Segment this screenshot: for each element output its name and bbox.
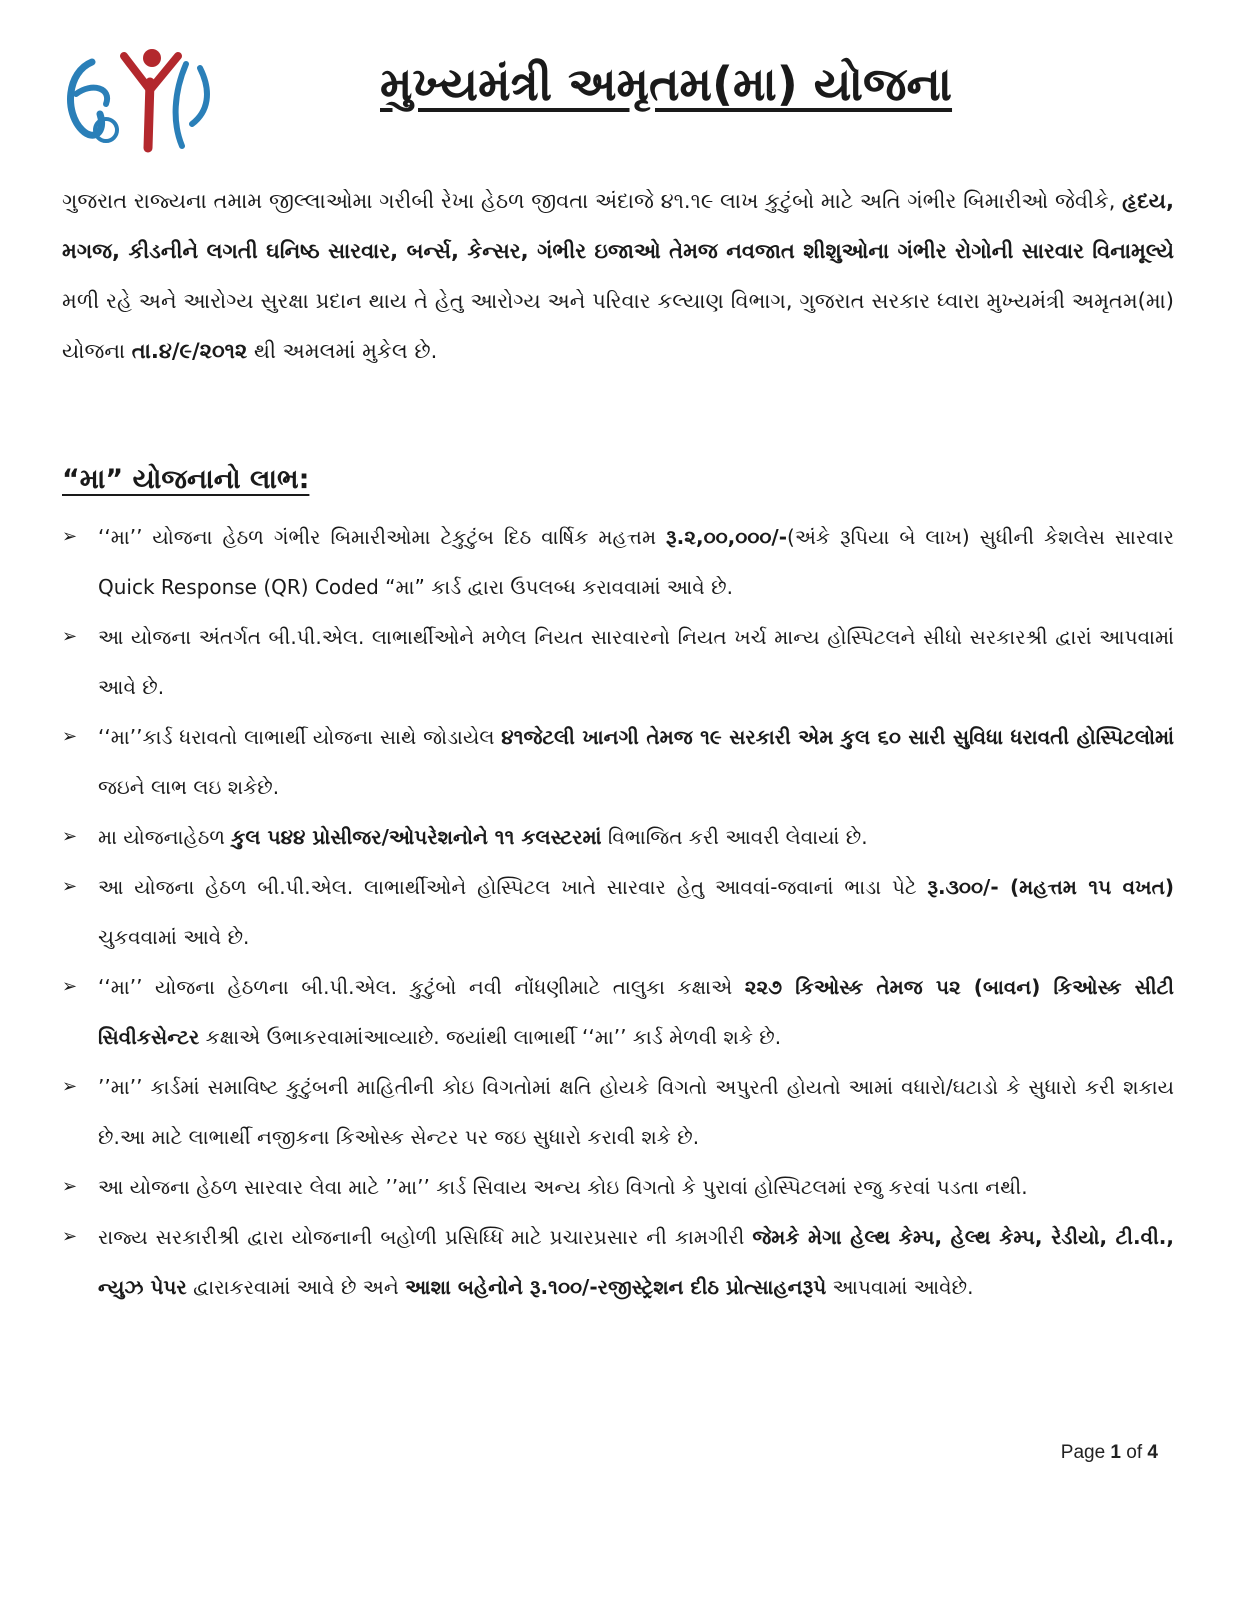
- list-item-text: રાજ્ય સરકારીશ્રી દ્વારા યોજનાની બહોળી પ્રસિધ્ધિ માટે પ્રચારપ્રસાર ની કામગીરી: [98, 1225, 753, 1249]
- list-item: [62, 1062, 1174, 1162]
- list-item: [62, 862, 1174, 962]
- list-item-text: આ યોજના હેઠળ બી.પી.એલ. લાભાર્થીઓને હોસ્પિટલ ખાતે સારવાર હેતુ આવવાં-જવાનાં ભાડા પેટે: [98, 875, 928, 899]
- list-item-text: આ યોજના અંતર્ગત બી.પી.એલ. લાભાર્થીઓને મળેલ નિયત સારવારનો નિયત ખર્ચ માન્ય હોસ્પિટલને સીધો સરકારશ્રી દ્વારાં આપવામાં આવે છે.: [98, 625, 1174, 699]
- list-item: [62, 512, 1174, 612]
- intro-text-2: મળી રહે અને આરોગ્ય સુરક્ષા પ્રદાન થાય તે હેતુ આરોગ્ય અને પરિવાર કલ્યાણ વિભાગ, ગુજરાત સરકાર ધ્વારા મુખ્યમંત્રી અમૃતમ(મા) યોજના: [62, 289, 1174, 363]
- page-footer: [1061, 1442, 1158, 1464]
- intro-bold-1: હૃદય, મગજ, કીડનીને લગતી ઘનિષ્ઠ સારવાર, બર્ન્સ, કેન્સર, ગંભીર ઇજાઓ તેમજ નવજાત શીશુઓના ગંભીર રોગોની સારવાર વિનામૂલ્યે: [62, 189, 1174, 263]
- intro-bold-2: તા.૪/૯/૨૦૧૨: [131, 339, 248, 363]
- list-item: [62, 712, 1174, 812]
- intro-paragraph: [62, 176, 1174, 376]
- list-item-text: ‘‘મા’’ યોજના હેઠળ ગંભીર બિમારીઓમા ટેકુટુંબ દિઠ વાર્ષિક મહત્તમ: [98, 525, 667, 549]
- list-item-bold: જેમકે મેગા હેલ્થ કેમ્પ, હેલ્થ કેમ્પ, રેડીયો, ટી.વી., ન્યુઝ પેપર: [98, 1225, 1174, 1299]
- arrow-bullet-icon: ➢: [62, 626, 78, 647]
- list-item-bold: ૨૨૭ કિઓસ્ક તેમજ ૫૨ (બાવન) કિઓસ્ક સીટી સિવીકસેન્ટર: [98, 975, 1175, 1049]
- list-item-bold: કુલ ૫૪૪ પ્રોસીજર/ઓપરેશનોને ૧૧ કલસ્ટરમાં: [231, 825, 602, 849]
- list-item: [62, 612, 1174, 712]
- of-label: of: [1126, 1442, 1143, 1463]
- list-item-bold: રૂ.૩૦૦/- (મહત્તમ ૧૫ વખત): [927, 875, 1174, 899]
- list-item-text: ’’મા’’ કાર્ડમાં સમાવિષ્ટ કુટુંબની માહિતીની કોઇ વિગતોમાં ક્ષતિ હોયકે વિગતો અપુરતી હોયતો આમાં વધારો/ઘટાડો કે સુધારો કરી શકાય છે.આ માટે લાભાર્થી નજીકના કિઓસ્ક સેન્ટર પર જઇ સુધારો કરાવી શકે છે.: [98, 1075, 1174, 1149]
- list-item-text: ચુકવવામાં આવે છે.: [98, 925, 250, 949]
- list-item-text: ‘‘મા’’કાર્ડ ધરાવતો લાભાર્થી યોજના સાથે જોડાયેલ: [98, 725, 502, 749]
- intro-text-1: ગુજરાત રાજ્યના તમામ જીલ્લાઓમા ગરીબી રેખા હેઠળ જીવતા અંદાજે ૪૧.૧૯ લાખ કુટુંબો માટે અતિ ગંભીર બિમારીઓ જેવીકે,: [62, 189, 1123, 213]
- list-item-text: આ યોજના હેઠળ સારવાર લેવા માટે ’’મા’’ કાર્ડ સિવાય અન્ય કોઇ વિગતો કે પુરાવાં હોસ્પિટલમાં રજુ કરવાં પડતા નથી.: [98, 1175, 1028, 1199]
- list-item-text: આપવામાં આવેછે.: [826, 1275, 974, 1299]
- list-item-text: કક્ષાએ ઉભાકરવામાંઆવ્યાછે. જયાંથી લાભાર્થી ‘‘મા’’ કાર્ડ મેળવી શકે છે.: [199, 1025, 782, 1049]
- arrow-bullet-icon: ➢: [62, 1176, 78, 1197]
- list-item: [62, 1212, 1174, 1312]
- list-item-text: (અંકે રૂપિયા બે લાખ) સુધીની કેશલેસ સારવાર Quick Response (QR) Coded “મા” કાર્ડ દ્વારા ઉપલબ્ધ કરાવવામાં આવે છે.: [98, 525, 1174, 599]
- list-item-text: ‘‘મા’’ યોજના હેઠળના બી.પી.એલ. કુટુંબો નવી નોંધણીમાટે તાલુકા કક્ષાએ: [98, 975, 745, 999]
- list-item: [62, 812, 1174, 862]
- arrow-bullet-icon: ➢: [62, 526, 78, 547]
- arrow-bullet-icon: ➢: [62, 976, 78, 997]
- page-label: Page: [1060, 1442, 1106, 1463]
- page-number: 1: [1110, 1442, 1121, 1463]
- arrow-bullet-icon: ➢: [62, 726, 78, 747]
- list-item-text: દ્વારાકરવામાં આવે છે અને: [186, 1275, 406, 1299]
- arrow-bullet-icon: ➢: [62, 826, 78, 847]
- list-item-text: મા યોજનાહેઠળ: [98, 825, 232, 849]
- list-item-text: જઇને લાભ લઇ શકેછે.: [98, 775, 280, 799]
- arrow-bullet-icon: ➢: [62, 876, 78, 897]
- list-item-bold: ૪૧જેટલી ખાનગી તેમજ ૧૯ સરકારી એમ કુલ ૬૦ સારી સુવિધા ધરાવતી હોસ્પિટલોમાં: [501, 725, 1174, 749]
- list-item: [62, 1162, 1174, 1212]
- arrow-bullet-icon: ➢: [62, 1076, 78, 1097]
- page-title: મુખ્યમંત્રી અમૃતમ(મા) યોજના: [380, 57, 953, 111]
- benefits-list: [62, 512, 1174, 1312]
- list-item-bold: આશા બહેનોને રૂ.૧૦૦/-રજીસ્ટ્રેશન દીઠ પ્રોત્સાહનરૂપે: [405, 1275, 827, 1299]
- list-item: [62, 962, 1174, 1062]
- intro-text-3: થી અમલમાં મુકેલ છે.: [247, 339, 438, 363]
- ma-logo-icon: [62, 42, 218, 160]
- list-item-bold: રૂ.૨,૦૦,૦૦૦/-: [666, 525, 788, 549]
- arrow-bullet-icon: ➢: [62, 1226, 78, 1247]
- list-item-text: વિભાજિત કરી આવરી લેવાયાં છે.: [601, 825, 868, 849]
- total-pages: 4: [1147, 1442, 1158, 1463]
- section-heading: “મા” યોજનાનો લાભ:: [62, 464, 310, 495]
